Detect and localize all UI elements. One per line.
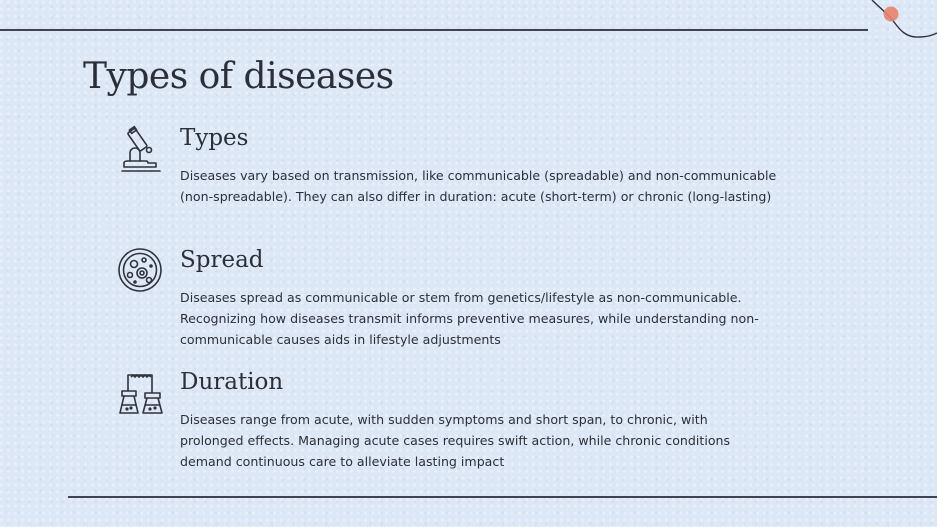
- section-heading: Spread: [180, 247, 264, 273]
- section-body: Diseases spread as communicable or stem from genetics/lifestyle as non-communicable. Recognizing how diseases transmit informs preventive measures, while understanding non-communicable causes aids in lifestyle adjustments: [180, 290, 759, 347]
- top-divider-line: [0, 29, 868, 31]
- section-heading: Duration: [180, 369, 284, 395]
- section-body: Diseases vary based on transmission, like communicable (spreadable) and non-communicable (non-spreadable). They can also differ in duration: acute (short-term) or chronic (long-lasting): [180, 168, 777, 204]
- flasks-icon: [116, 369, 166, 419]
- section-heading: Types: [180, 125, 249, 151]
- bottom-divider-line: [68, 496, 937, 498]
- microscope-icon: [116, 125, 166, 175]
- section-body: Diseases range from acute, with sudden symptoms and short span, to chronic, with prolonged effects. Managing acute cases requires swift action, while chronic conditions demand continuous care to alleviate lasting impact: [180, 412, 731, 469]
- slide-title: Types of diseases: [83, 56, 394, 97]
- petri-dish-icon: [116, 247, 166, 297]
- decorative-curve-dot-icon: [860, 0, 937, 45]
